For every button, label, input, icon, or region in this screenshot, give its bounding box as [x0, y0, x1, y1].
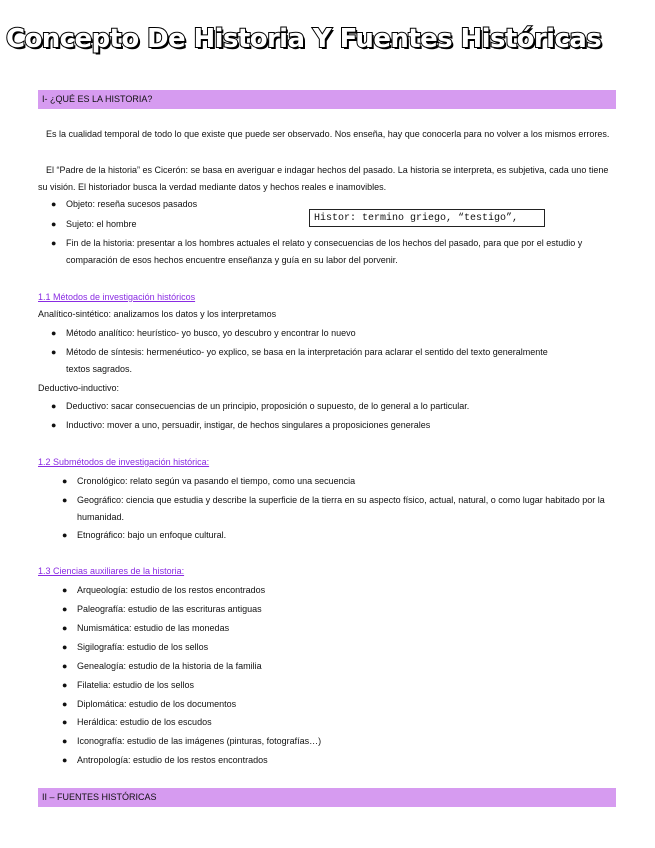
- bullet-icon: ●: [62, 661, 68, 671]
- paragraph-2: El “Padre de la historia” es Cicerón: se basa en averiguar e indagar hechos del pasado. La historia se interpreta, es subjetiva, cada uno tiene su visión. El historiador busca la verdad mediante datos y hechos reales e inamovibles.: [38, 165, 609, 192]
- bullet-icon: ●: [62, 530, 68, 540]
- section-band-2: II – FUENTES HISTÓRICAS: [38, 788, 616, 807]
- bullet-icon: ●: [62, 755, 68, 765]
- bullet-icon: ●: [51, 347, 57, 357]
- list-item: ● Deductivo: sacar consecuencias de un principio, proposición o supuesto, de lo general a lo particular.: [66, 398, 616, 415]
- list-item: ● Diplomática: estudio de los documentos: [77, 696, 597, 713]
- list-item: ● Arqueología: estudio de los restos encontrados: [77, 582, 597, 599]
- bullet-icon: ●: [62, 495, 68, 505]
- list-item: ● Filatelia: estudio de los sellos: [77, 677, 597, 694]
- list-item: ● Etnográfico: bajo un enfoque cultural.: [77, 527, 617, 544]
- bullet-icon: ●: [51, 328, 57, 338]
- list-item: ● Inductivo: mover a uno, persuadir, instigar, de hechos singulares a proposiciones generales: [66, 417, 616, 434]
- bullet-icon: ●: [62, 736, 68, 746]
- bullet-icon: ●: [62, 642, 68, 652]
- list-item: ● Método analítico: heurístico- yo busco, yo descubro y encontrar lo nuevo: [66, 325, 616, 342]
- bullet-icon: ●: [62, 585, 68, 595]
- section-heading-1-3: 1.3 Ciencias auxiliares de la historia:: [38, 566, 185, 576]
- bullet-icon: ●: [51, 238, 57, 248]
- bullet-icon: ●: [62, 476, 68, 486]
- deductivo-label: Deductivo-inductivo:: [38, 383, 120, 393]
- bullet-icon: ●: [62, 717, 68, 727]
- page-title: Concepto De Historia Y Fuentes Históricas: [6, 24, 602, 54]
- list-item: ● Numismática: estudio de las monedas: [77, 620, 597, 637]
- bullet-icon: ●: [62, 623, 68, 633]
- bullet-icon: ●: [51, 219, 57, 229]
- list-item: ● Método de síntesis: hermenéutico- yo explico, se basa en la interpretación para aclarar el sentido del texto generalmente textos sagrados.: [66, 344, 571, 378]
- bullet-icon: ●: [62, 680, 68, 690]
- list-item: ● Geográfico: ciencia que estudia y describe la superficie de la tierra en su aspecto físico, actual, natural, o como lugar habitado por la humanidad.: [77, 492, 617, 526]
- section-heading-1-1: 1.1 Métodos de investigación históricos: [38, 292, 196, 302]
- bullet-icon: ●: [51, 420, 57, 430]
- list-item: ● Paleografía: estudio de las escrituras antiguas: [77, 601, 597, 618]
- bullet-icon: ●: [62, 604, 68, 614]
- list-item: ● Iconografía: estudio de las imágenes (pinturas, fotografías…): [77, 733, 597, 750]
- list-item: ● Sujeto: el hombre: [66, 216, 296, 233]
- paragraph-1: Es la cualidad temporal de todo lo que existe que puede ser observado. Nos enseña, hay que conocerla para no volver a los mismos errores.: [46, 129, 610, 139]
- list-item: ● Cronológico: relato según va pasando el tiempo, como una secuencia: [77, 473, 617, 490]
- list-item: ● Genealogía: estudio de la historia de la familia: [77, 658, 597, 675]
- section-band-1: I- ¿QUÉ ES LA HISTORIA?: [38, 90, 616, 109]
- bullet-icon: ●: [62, 699, 68, 709]
- bullet-icon: ●: [51, 199, 57, 209]
- list-item: ● Sigilografía: estudio de los sellos: [77, 639, 597, 656]
- analitico-label: Analítico-sintético: analizamos los datos y los interpretamos: [38, 309, 277, 319]
- list-item: ● Objeto: reseña sucesos pasados: [66, 196, 316, 213]
- definition-note: Histor: termino griego, “testigo”,: [309, 209, 545, 227]
- section-heading-1-2: 1.2 Submétodos de investigación histórica:: [38, 457, 210, 467]
- list-item: ● Fin de la historia: presentar a los hombres actuales el relato y consecuencias de los hechos del pasado, para que por el estudio y comparación de esos hechos encuentre enseñanza y guía en su labor del porvenir.: [66, 235, 616, 269]
- list-item: ● Antropología: estudio de los restos encontrados: [77, 752, 597, 769]
- bullet-icon: ●: [51, 401, 57, 411]
- list-item: ● Heráldica: estudio de los escudos: [77, 714, 597, 731]
